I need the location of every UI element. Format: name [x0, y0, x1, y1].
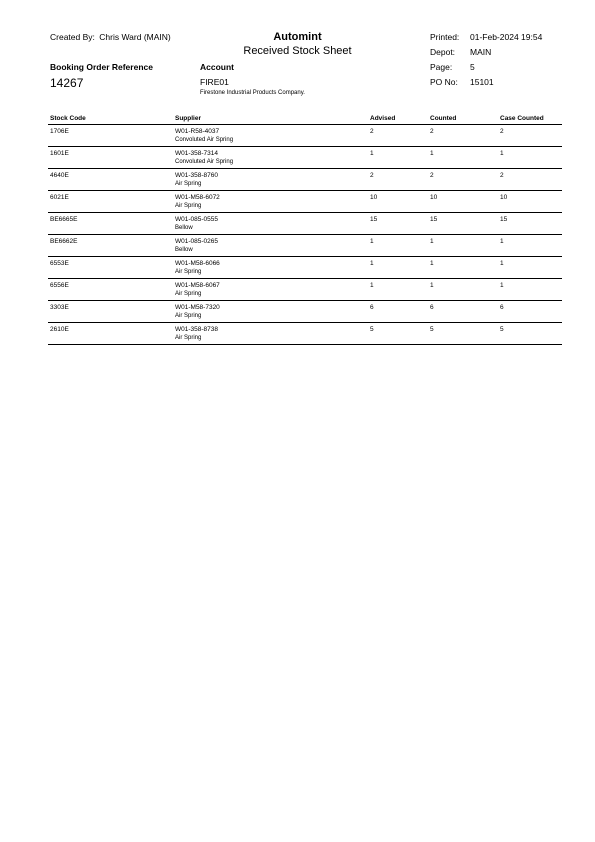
counted-qty: 1: [430, 260, 434, 267]
counted-qty: 1: [430, 150, 434, 157]
counted-qty: 15: [430, 216, 438, 223]
account-code: FIRE01: [200, 77, 229, 87]
stock-code: 6556E: [50, 282, 69, 289]
case-counted-qty: 1: [500, 260, 504, 267]
supplier-code: W01-M58-6067: [175, 282, 220, 289]
counted-qty: 2: [430, 172, 434, 179]
row-divider: [48, 344, 562, 345]
stock-code: BE6662E: [50, 238, 78, 245]
col-stock-code: Stock Code: [50, 115, 86, 122]
advised-qty: 1: [370, 282, 374, 289]
case-counted-qty: 6: [500, 304, 504, 311]
case-counted-qty: 5: [500, 326, 504, 333]
case-counted-qty: 15: [500, 216, 508, 223]
item-description: Bellow: [175, 225, 193, 231]
advised-qty: 1: [370, 260, 374, 267]
account-name: Firestone Industrial Products Company.: [200, 90, 305, 96]
page-label: Page:: [430, 62, 453, 72]
item-description: Convoluted Air Spring: [175, 137, 234, 143]
stock-code: 6553E: [50, 260, 69, 267]
advised-qty: 6: [370, 304, 374, 311]
counted-qty: 1: [430, 282, 434, 289]
advised-qty: 5: [370, 326, 374, 333]
case-counted-qty: 1: [500, 282, 504, 289]
advised-qty: 1: [370, 238, 374, 245]
stock-code: 1601E: [50, 150, 69, 157]
table-row: [0, 169, 595, 191]
supplier-code: W01-R58-4037: [175, 128, 220, 135]
case-counted-qty: 10: [500, 194, 508, 201]
account-label: Account: [200, 62, 234, 72]
booking-ref-value: 14267: [50, 76, 84, 90]
counted-qty: 2: [430, 128, 434, 135]
booking-ref-label: Booking Order Reference: [50, 62, 153, 72]
stock-code: BE6665E: [50, 216, 78, 223]
counted-qty: 6: [430, 304, 434, 311]
advised-qty: 2: [370, 172, 374, 179]
supplier-code: W01-M58-6066: [175, 260, 220, 267]
printed-value: 01-Feb-2024 19:54: [470, 32, 543, 42]
table-row: [0, 257, 595, 279]
stock-code: 2610E: [50, 326, 69, 333]
table-row: [0, 323, 595, 345]
case-counted-qty: 1: [500, 238, 504, 245]
table-row: [0, 301, 595, 323]
sheet-title: Received Stock Sheet: [243, 45, 352, 57]
table-row: [0, 213, 595, 235]
col-advised: Advised: [370, 115, 396, 122]
created-by-label: Created By:: [50, 32, 95, 42]
supplier-code: W01-M58-6072: [175, 194, 220, 201]
stock-code: 3303E: [50, 304, 69, 311]
supplier-code: W01-085-0555: [175, 216, 218, 223]
col-case-counted: Case Counted: [500, 115, 544, 122]
case-counted-qty: 2: [500, 128, 504, 135]
item-description: Air Spring: [175, 335, 202, 341]
table-row: [0, 279, 595, 301]
advised-qty: 2: [370, 128, 374, 135]
advised-qty: 15: [370, 216, 378, 223]
stock-code: 4640E: [50, 172, 69, 179]
counted-qty: 10: [430, 194, 438, 201]
counted-qty: 5: [430, 326, 434, 333]
col-counted: Counted: [430, 115, 457, 122]
supplier-code: W01-358-7314: [175, 150, 218, 157]
advised-qty: 1: [370, 150, 374, 157]
item-description: Air Spring: [175, 291, 202, 297]
stock-code: 1706E: [50, 128, 69, 135]
printed-label: Printed:: [430, 32, 460, 42]
page-number: 5: [470, 62, 475, 72]
depot-label: Depot:: [430, 47, 456, 57]
item-description: Air Spring: [175, 203, 202, 209]
table-row: [0, 191, 595, 213]
counted-qty: 1: [430, 238, 434, 245]
supplier-code: W01-358-8760: [175, 172, 218, 179]
company-name: Automint: [273, 31, 322, 43]
col-supplier: Supplier: [175, 115, 202, 122]
item-description: Bellow: [175, 247, 193, 253]
item-description: Air Spring: [175, 313, 202, 319]
stock-code: 6021E: [50, 194, 69, 201]
advised-qty: 10: [370, 194, 378, 201]
case-counted-qty: 1: [500, 150, 504, 157]
table-row: [0, 235, 595, 257]
item-description: Air Spring: [175, 181, 202, 187]
created-by: [50, 32, 171, 42]
po-value: 15101: [470, 77, 494, 87]
created-by-value: Chris Ward (MAIN): [99, 32, 171, 42]
supplier-code: W01-M58-7320: [175, 304, 220, 311]
table-row: [0, 125, 595, 147]
case-counted-qty: 2: [500, 172, 504, 179]
supplier-code: W01-085-0265: [175, 238, 218, 245]
table-row: [0, 147, 595, 169]
item-description: Convoluted Air Spring: [175, 159, 234, 165]
supplier-code: W01-358-8738: [175, 326, 218, 333]
po-label: PO No:: [430, 77, 458, 87]
item-description: Air Spring: [175, 269, 202, 275]
depot-value: MAIN: [470, 47, 492, 57]
